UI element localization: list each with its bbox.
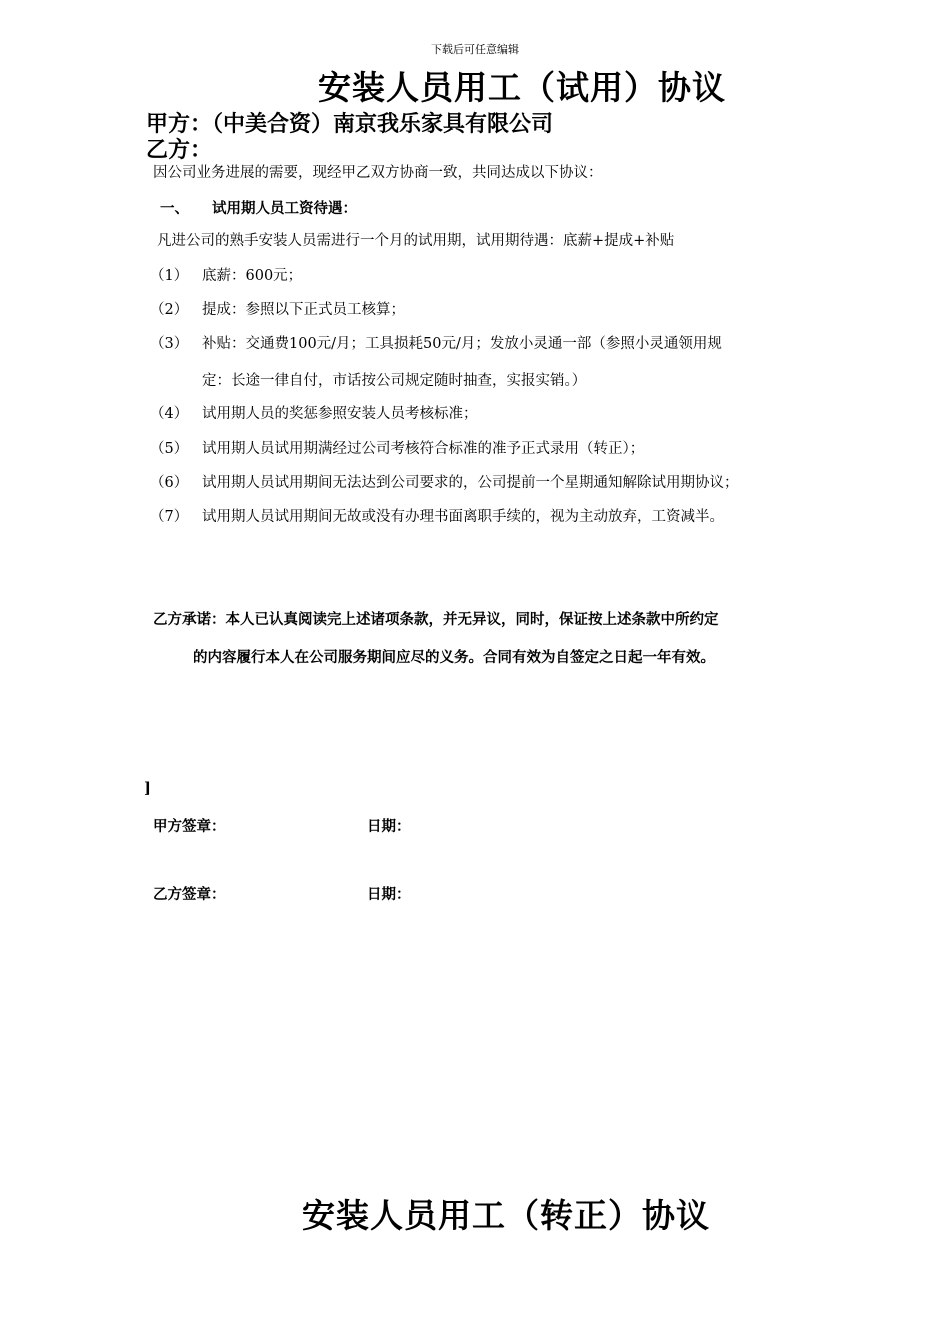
- list-item-number: （3）: [150, 336, 189, 352]
- list-item-number: （6）: [150, 475, 189, 491]
- section1-heading: 试用期人员工资待遇：: [212, 200, 357, 217]
- list-item-text: 试用期人员试用期间无法达到公司要求的，公司提前一个星期通知解除试用期协议；: [202, 475, 739, 491]
- intro-paragraph: 因公司业务进展的需要，现经甲乙双方协商一致，共同达成以下协议：: [153, 165, 603, 181]
- list-item-text: 补贴：交通费100元/月；工具损耗50元/月；发放小灵通一部（参照小灵通领用规: [202, 336, 722, 352]
- list-item-number: （5）: [150, 441, 189, 457]
- promise-line-1: 乙方承诺：本人已认真阅读完上述诸项条款，并无异议，同时，保证按上述条款中所约定: [153, 611, 719, 628]
- list-item-number: （7）: [150, 509, 189, 525]
- party-a-line: 甲方：（中美合资）南京我乐家具有限公司: [146, 112, 554, 137]
- section1-number: 一、: [160, 200, 189, 217]
- party-b-signature-label: 乙方签章：: [153, 886, 226, 903]
- list-item-text: 底薪：600元；: [202, 268, 303, 284]
- list-item-number: （1）: [150, 268, 189, 284]
- list-item-text: 试用期人员试用期间无故或没有办理书面离职手续的，视为主动放弃，工资减半。: [202, 509, 724, 525]
- party-a-signature-label: 甲方签章：: [153, 818, 226, 835]
- document-title-regular: 安装人员用工（转正）协议: [302, 1196, 710, 1235]
- header-note: 下载后可任意编辑: [431, 43, 519, 56]
- party-b-line: 乙方：: [146, 138, 213, 163]
- party-a-date-label: 日期：: [367, 818, 411, 835]
- promise-line-2: 的内容履行本人在公司服务期间应尽的义务。合同有效为自签定之日起一年有效。: [193, 649, 715, 666]
- list-item-continuation: 定：长途一律自付，市话按公司规定随时抽查，实报实销。）: [202, 373, 587, 389]
- list-item-text: 提成：参照以下正式员工核算；: [202, 302, 405, 318]
- document-title-trial: 安装人员用工（试用）协议: [318, 68, 726, 107]
- stray-mark: ]: [144, 780, 151, 797]
- list-item-text: 试用期人员试用期满经过公司考核符合标准的准予正式录用（转正）；: [202, 441, 645, 457]
- party-b-date-label: 日期：: [367, 886, 411, 903]
- list-item-text: 试用期人员的奖惩参照安装人员考核标准；: [202, 406, 478, 422]
- list-item-number: （4）: [150, 406, 189, 422]
- list-item-number: （2）: [150, 302, 189, 318]
- section1-intro: 凡进公司的熟手安装人员需进行一个月的试用期，试用期待遇：底薪+提成+补贴: [157, 233, 675, 249]
